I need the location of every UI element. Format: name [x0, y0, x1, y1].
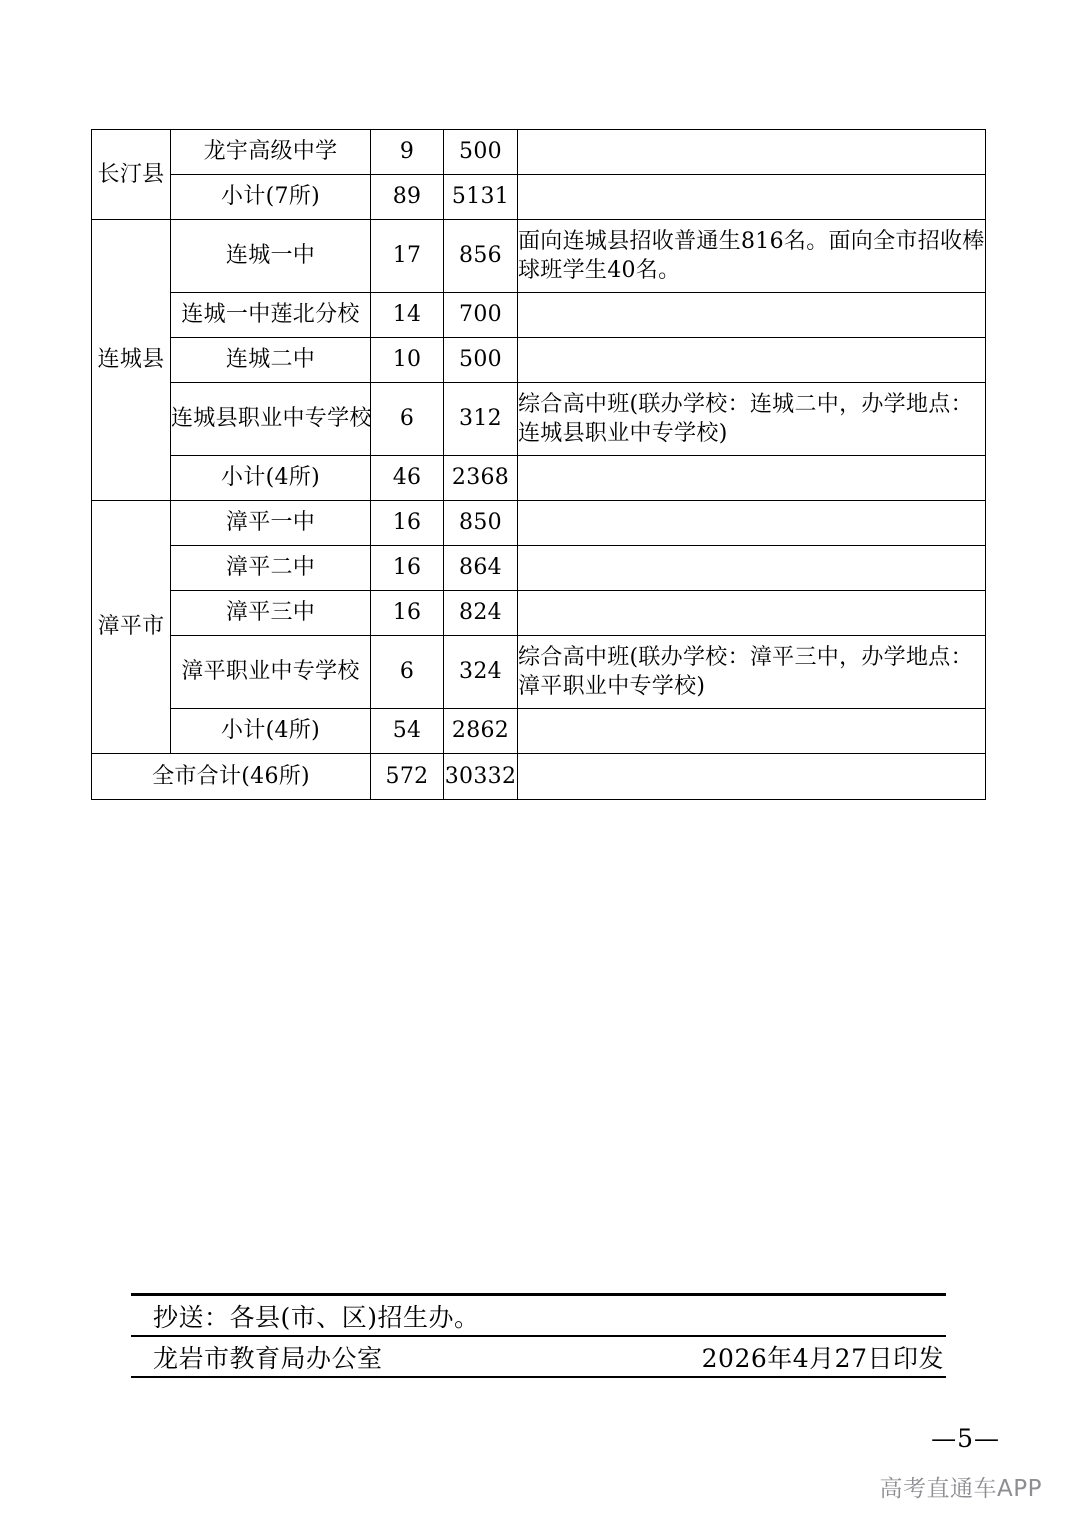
footer-cc-row [131, 1296, 946, 1335]
table-row [92, 709, 986, 754]
county-cell: 连城县 [92, 220, 171, 501]
footer-issuer-text: 龙岩市教育局办公室 [153, 1343, 383, 1373]
enrollment-table-body [92, 130, 986, 800]
classes-cell: 46 [371, 456, 444, 501]
remark-cell [518, 130, 986, 175]
classes-cell: 6 [371, 383, 444, 456]
footer-issuer-row [131, 1337, 946, 1376]
people-cell: 2862 [444, 709, 518, 754]
people-cell: 700 [444, 293, 518, 338]
remark-cell [518, 175, 986, 220]
school-cell: 漳平三中 [171, 591, 371, 636]
people-cell: 864 [444, 546, 518, 591]
school-cell: 连城一中莲北分校 [171, 293, 371, 338]
remark-cell: 综合高中班(联办学校：漳平三中，办学地点：漳平职业中专学校) [518, 636, 986, 709]
people-cell: 856 [444, 220, 518, 293]
people-cell: 5131 [444, 175, 518, 220]
people-cell: 824 [444, 591, 518, 636]
classes-cell: 16 [371, 501, 444, 546]
table-row [92, 220, 986, 293]
school-cell: 小计(4所) [171, 709, 371, 754]
people-cell: 324 [444, 636, 518, 709]
school-cell: 小计(4所) [171, 456, 371, 501]
county-cell: 漳平市 [92, 501, 171, 754]
table-row [92, 383, 986, 456]
school-cell: 漳平一中 [171, 501, 371, 546]
classes-cell: 89 [371, 175, 444, 220]
remark-cell [518, 709, 986, 754]
county-cell: 长汀县 [92, 130, 171, 220]
people-cell: 850 [444, 501, 518, 546]
table-row [92, 338, 986, 383]
footer-cc-text: 抄送：各县(市、区)招生办。 [153, 1302, 480, 1332]
table-row [92, 546, 986, 591]
table-row [92, 175, 986, 220]
classes-cell: 17 [371, 220, 444, 293]
table-row [92, 591, 986, 636]
people-cell: 500 [444, 130, 518, 175]
remark-cell [518, 293, 986, 338]
school-cell: 龙宇高级中学 [171, 130, 371, 175]
enrollment-table [91, 129, 986, 800]
school-cell: 漳平二中 [171, 546, 371, 591]
people-cell: 312 [444, 383, 518, 456]
classes-cell: 16 [371, 546, 444, 591]
remark-cell [518, 591, 986, 636]
total-people-cell: 30332 [444, 754, 518, 800]
people-cell: 500 [444, 338, 518, 383]
remark-cell [518, 338, 986, 383]
remark-cell [518, 456, 986, 501]
classes-cell: 9 [371, 130, 444, 175]
remark-cell: 面向连城县招收普通生816名。面向全市招收棒球班学生40名。 [518, 220, 986, 293]
classes-cell: 6 [371, 636, 444, 709]
total-classes-cell: 572 [371, 754, 444, 800]
school-cell: 连城二中 [171, 338, 371, 383]
remark-cell [518, 501, 986, 546]
document-footer [131, 1293, 946, 1378]
school-cell: 漳平职业中专学校 [171, 636, 371, 709]
classes-cell: 54 [371, 709, 444, 754]
table-row [92, 293, 986, 338]
table-row [92, 130, 986, 175]
remark-cell [518, 546, 986, 591]
enrollment-table-container [91, 129, 985, 800]
school-cell: 连城一中 [171, 220, 371, 293]
table-total-row [92, 754, 986, 800]
remark-cell: 综合高中班(联办学校：连城二中，办学地点：连城县职业中专学校) [518, 383, 986, 456]
classes-cell: 16 [371, 591, 444, 636]
footer-rule-bottom [131, 1376, 946, 1378]
page-number: —5— [931, 1424, 1000, 1453]
table-row [92, 636, 986, 709]
table-row [92, 456, 986, 501]
total-remark-cell [518, 754, 986, 800]
school-cell: 小计(7所) [171, 175, 371, 220]
footer-issue-date: 2026年4月27日印发 [701, 1343, 944, 1373]
table-row [92, 501, 986, 546]
people-cell: 2368 [444, 456, 518, 501]
total-label-cell: 全市合计(46所) [92, 754, 371, 800]
classes-cell: 14 [371, 293, 444, 338]
classes-cell: 10 [371, 338, 444, 383]
watermark-label: 高考直通车APP [879, 1476, 1042, 1502]
school-cell: 连城县职业中专学校 [171, 383, 371, 456]
